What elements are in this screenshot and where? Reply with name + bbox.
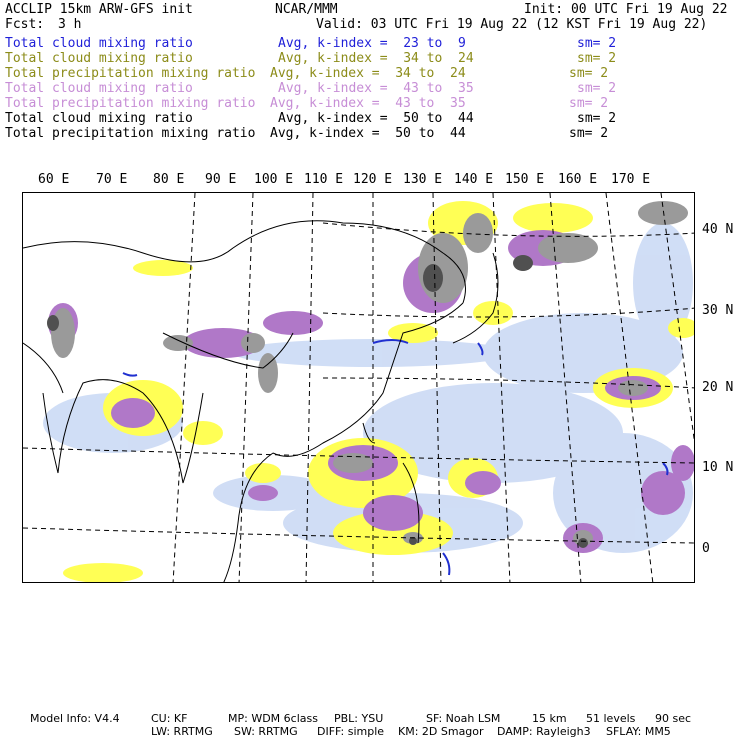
- fcst-label: Fcst:: [5, 17, 45, 32]
- legend-avg: Avg, k-index = 23 to 9: [278, 36, 466, 51]
- lon-label: 120 E: [353, 172, 393, 187]
- legend-sm: sm= 2: [577, 36, 617, 51]
- legend-avg: Avg, k-index = 34 to 24: [278, 51, 474, 66]
- lon-label: 100 E: [254, 172, 294, 187]
- legend-avg: Avg, k-index = 50 to 44: [270, 126, 466, 141]
- legend-sm: sm= 2: [569, 96, 609, 111]
- lat-label: 10 N: [702, 460, 734, 475]
- legend-avg: Avg, k-index = 50 to 44: [278, 111, 474, 126]
- footer-item: DIFF: simple: [317, 725, 385, 738]
- footer-item: DAMP: Rayleigh3: [497, 725, 591, 738]
- lon-label: 170 E: [611, 172, 651, 187]
- lon-label: 160 E: [558, 172, 598, 187]
- footer-item: 51 levels: [586, 712, 636, 725]
- legend-avg: Avg, k-index = 43 to 35: [278, 81, 474, 96]
- legend-field: Total precipitation mixing ratio: [5, 126, 256, 141]
- forecast-map: [22, 192, 695, 583]
- legend-sm: sm= 2: [569, 66, 609, 81]
- lon-label: 70 E: [96, 172, 128, 187]
- legend-field: Total cloud mixing ratio: [5, 51, 193, 66]
- lon-label: 80 E: [153, 172, 185, 187]
- footer-item: 90 sec: [655, 712, 692, 725]
- legend-field: Total cloud mixing ratio: [5, 36, 193, 51]
- legend-sm: sm= 2: [569, 126, 609, 141]
- footer-item: SFLAY: MM5: [606, 725, 671, 738]
- footer-item: Model Info: V4.4: [30, 712, 120, 725]
- valid-time: Valid: 03 UTC Fri 19 Aug 22 (12 KST Fri 19 Aug 22): [316, 17, 708, 32]
- footer-item: SF: Noah LSM: [426, 712, 501, 725]
- legend-field: Total cloud mixing ratio: [5, 111, 193, 126]
- legend-sm: sm= 2: [577, 81, 617, 96]
- legend-sm: sm= 2: [577, 111, 617, 126]
- lat-label: 0: [702, 541, 710, 556]
- lon-label: 130 E: [403, 172, 443, 187]
- center-label: NCAR/MMM: [275, 2, 338, 17]
- map-canvas: [23, 193, 695, 583]
- lat-label: 40 N: [702, 222, 734, 237]
- footer-item: 15 km: [532, 712, 567, 725]
- init-time: Init: 00 UTC Fri 19 Aug 22: [524, 2, 728, 17]
- legend-avg: Avg, k-index = 43 to 35: [270, 96, 466, 111]
- footer-item: CU: KF: [151, 712, 188, 725]
- legend-field: Total cloud mixing ratio: [5, 81, 193, 96]
- lon-label: 110 E: [304, 172, 344, 187]
- footer-item: MP: WDM 6class: [228, 712, 318, 725]
- footer-item: SW: RRTMG: [234, 725, 298, 738]
- fcst-value: 3 h: [58, 17, 82, 32]
- legend-sm: sm= 2: [577, 51, 617, 66]
- lat-label: 30 N: [702, 303, 734, 318]
- footer-item: LW: RRTMG: [151, 725, 213, 738]
- lon-label: 150 E: [505, 172, 545, 187]
- legend-avg: Avg, k-index = 34 to 24: [270, 66, 466, 81]
- lon-label: 140 E: [454, 172, 494, 187]
- footer-item: PBL: YSU: [334, 712, 384, 725]
- model-title: ACCLIP 15km ARW-GFS init: [5, 2, 193, 17]
- legend-field: Total precipitation mixing ratio: [5, 96, 256, 111]
- lat-label: 20 N: [702, 380, 734, 395]
- footer-item: KM: 2D Smagor: [398, 725, 484, 738]
- legend-field: Total precipitation mixing ratio: [5, 66, 256, 81]
- lon-label: 90 E: [205, 172, 237, 187]
- lon-label: 60 E: [38, 172, 70, 187]
